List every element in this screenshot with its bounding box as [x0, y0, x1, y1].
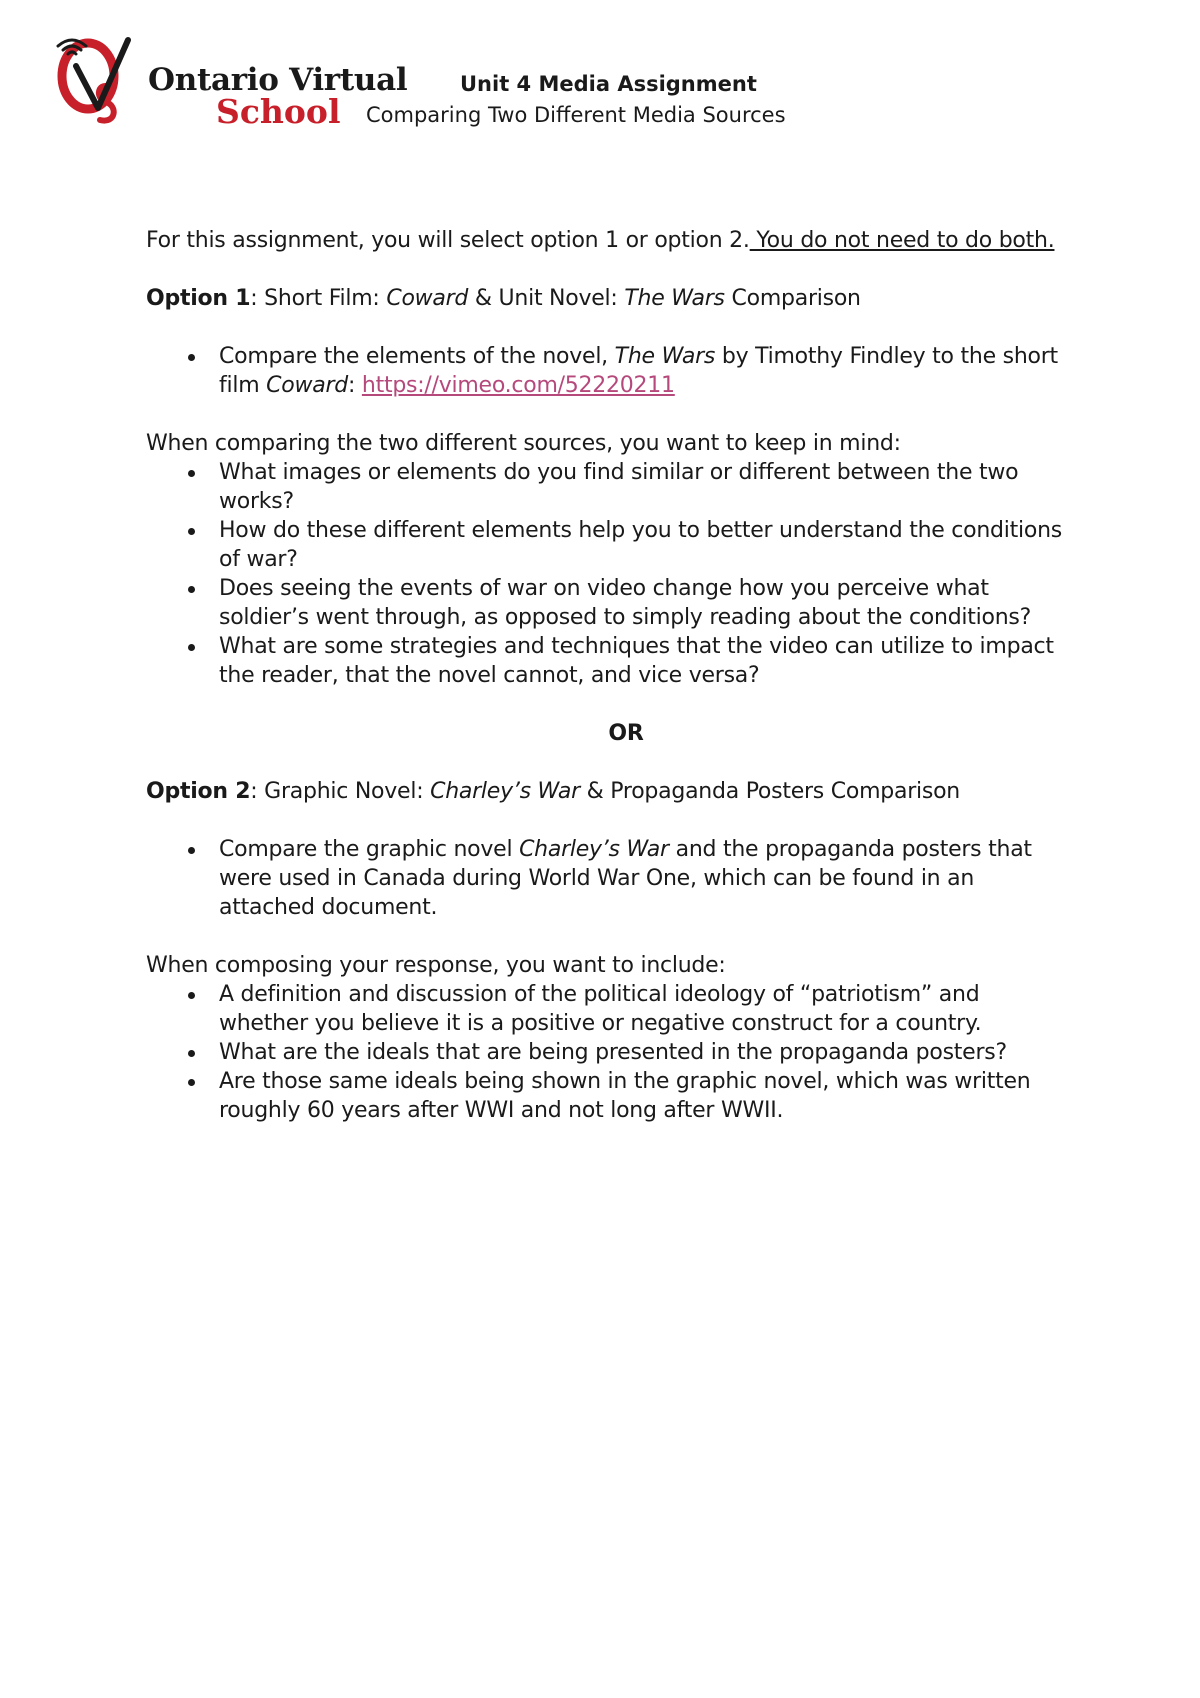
or-divider: OR	[608, 721, 644, 746]
list-item-text: by Timothy Findley to the short film	[219, 344, 1058, 398]
film-title: Coward	[266, 373, 348, 398]
option1-heading-text: Comparison	[724, 286, 861, 311]
option1-heading-text: & Unit Novel:	[468, 286, 625, 311]
option1-lead: When comparing the two different sources, you want to keep in mind:	[146, 431, 901, 456]
logo-text-ontario-virtual: Ontario Virtual	[148, 62, 408, 98]
list-item: How do these different elements help you to better understand the conditions of war?	[146, 516, 1066, 574]
option2-heading-text: & Propaganda Posters Comparison	[579, 779, 960, 804]
list-item-text: Compare the graphic novel	[219, 837, 520, 862]
list-item: Are those same ideals being shown in the graphic novel, which was written roughly 60 years after WWI and not long after WWII.	[146, 1067, 1066, 1125]
list-item-text: :	[347, 373, 362, 398]
option2-label: Option 2	[146, 779, 251, 804]
option2-task-list	[146, 835, 1066, 922]
list-item	[146, 342, 1066, 400]
vimeo-link[interactable]: https://vimeo.com/52220211	[361, 373, 675, 398]
list-item: What are some strategies and techniques that the video can utilize to impact the reader, that the novel cannot, and vice versa?	[146, 632, 1066, 690]
list-item-text: and the propaganda posters that were used in Canada during World War One, which can be found in an attached document.	[219, 837, 1032, 920]
intro-text: For this assignment, you will select option 1 or option 2.	[146, 228, 750, 253]
option1-novel-title: The Wars	[624, 286, 725, 311]
option1-film-title: Coward	[386, 286, 469, 311]
option2-heading	[146, 777, 1066, 806]
option2-heading-text: : Graphic Novel:	[250, 779, 431, 804]
option1-questions	[146, 458, 1066, 690]
list-item	[146, 835, 1066, 922]
school-logo	[54, 36, 408, 131]
option1-label: Option 1	[146, 286, 251, 311]
document-title: Unit 4 Media Assignment	[460, 72, 757, 96]
list-item: A definition and discussion of the political ideology of “patriotism” and whether you believe it is a positive or negative construct for a country.	[146, 980, 1066, 1038]
list-item: Does seeing the events of war on video change how you perceive what soldier’s went through, as opposed to simply reading about the conditions?	[146, 574, 1066, 632]
list-item: What images or elements do you find similar or different between the two works?	[146, 458, 1066, 516]
option1-heading-text: : Short Film:	[250, 286, 387, 311]
intro-paragraph	[146, 226, 1066, 255]
option2-lead: When composing your response, you want to include:	[146, 953, 726, 978]
novel-title: The Wars	[614, 344, 716, 369]
list-item: What are the ideals that are being presented in the propaganda posters?	[146, 1038, 1066, 1067]
option2-work-title: Charley’s War	[430, 779, 580, 804]
option1-heading	[146, 284, 1066, 313]
document-subtitle: Comparing Two Different Media Sources	[366, 103, 786, 127]
logo-text-school: School	[216, 92, 341, 131]
wifi-signal-icon	[54, 36, 90, 58]
intro-note: You do not need to do both.	[749, 228, 1055, 253]
graphic-novel-title: Charley’s War	[519, 837, 669, 862]
list-item-text: Compare the elements of the novel,	[219, 344, 615, 369]
option2-questions	[146, 980, 1066, 1125]
assignment-body	[146, 226, 1066, 1125]
option1-task-list	[146, 342, 1066, 400]
